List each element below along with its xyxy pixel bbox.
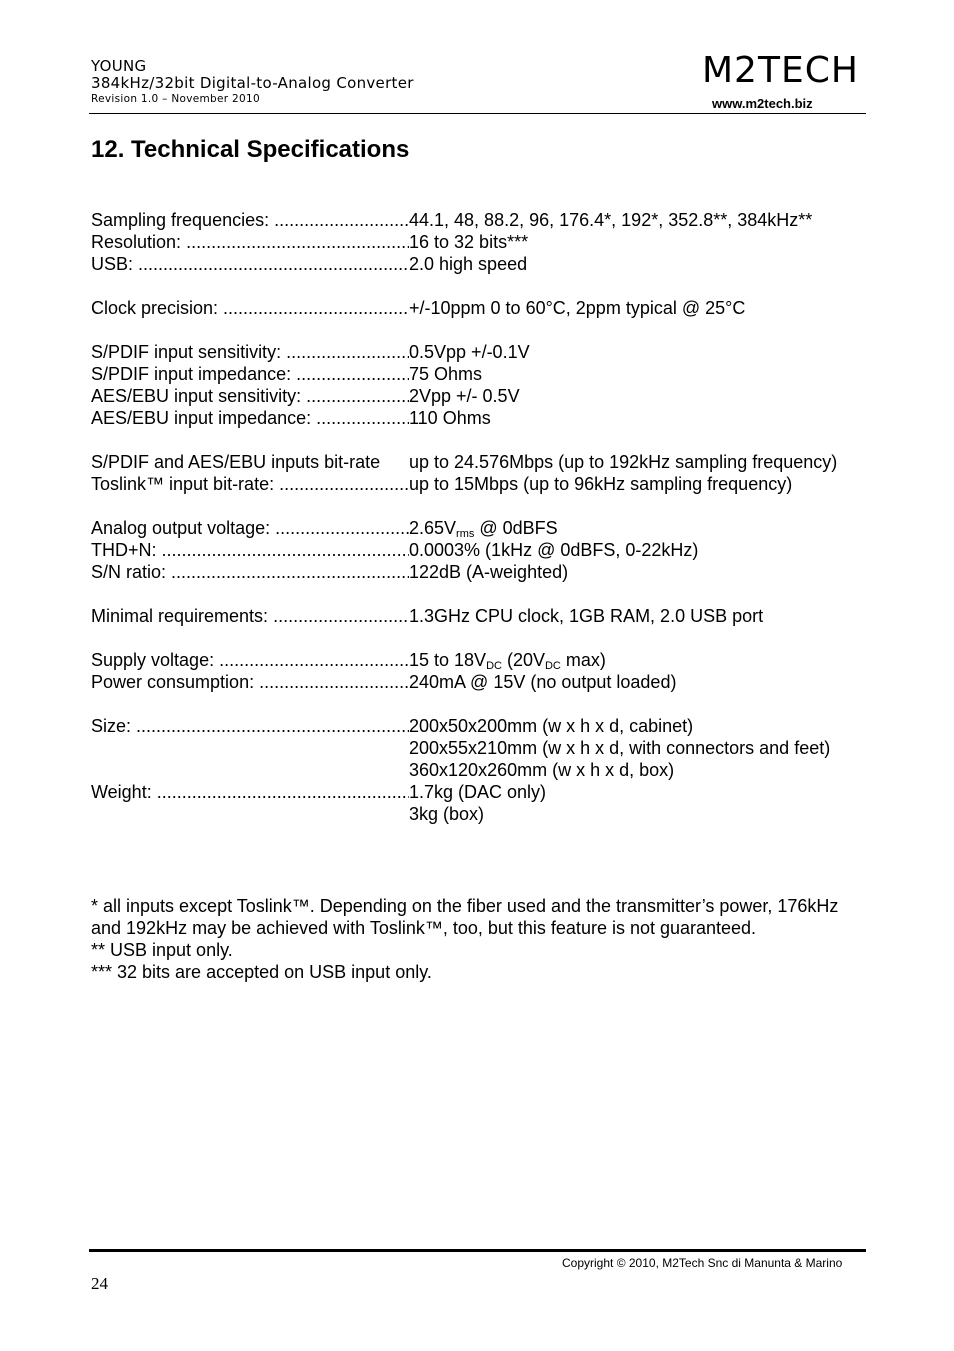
spec-row-size [91,715,866,737]
spec-row-weight-cont [91,803,866,825]
header-website: www.m2tech.biz [712,96,813,111]
value-subscript: rms [456,528,475,540]
spec-value: 360x120x260mm (w x h x d, box) [409,760,675,780]
spec-value: 75 Ohms [409,364,483,384]
footer-divider [89,1249,866,1252]
header-divider [89,113,866,114]
spec-label: AES/EBU input impedance: [91,408,312,428]
page-number: 24 [91,1274,108,1293]
spec-row-power-consumption [91,671,866,693]
spec-label: Analog output voltage: [91,518,271,538]
footnote: ** USB input only. [91,940,233,960]
spec-label: Supply voltage: [91,650,215,670]
footnote: * all inputs except Toslink™. Depending on the fiber used and the transmitter’s power, 176kHz and 192kHz may be achieved with Toslink™, too, but this feature is not guaranteed. [91,896,839,938]
footnotes [91,895,851,983]
spec-value: 200x50x200mm (w x h x d, cabinet) [409,716,694,736]
spec-group-clock [91,297,866,319]
header-product-name: YOUNG [91,57,147,75]
spec-group-power [91,649,866,693]
copyright: Copyright © 2010, M2Tech Snc di Manunta & Marino [562,1256,843,1270]
spec-value: 2Vpp +/- 0.5V [409,386,520,406]
spec-value: up to 15Mbps (up to 96kHz sampling frequency) [409,474,793,494]
spec-value: 0.0003% (1kHz @ 0dBFS, 0-22kHz) [409,540,699,560]
spec-row-thd [91,539,866,561]
spec-row-bitrate [91,451,866,473]
spec-group-inputs [91,341,866,429]
value-text: (20V [501,650,545,670]
spec-label: Size: [91,716,132,736]
spec-group-requirements [91,605,866,627]
spec-row-sampling [91,209,866,231]
spec-row-analog-output [91,517,866,539]
spec-value: 122dB (A-weighted) [409,562,569,582]
spec-row-clock [91,297,866,319]
spec-group-bitrate [91,451,866,495]
spec-row-weight [91,781,866,803]
spec-value: 16 to 32 bits*** [409,232,529,252]
spec-row-size-cont [91,759,866,781]
value-text: 15 to 18V [409,650,487,670]
spec-row-toslink [91,473,866,495]
spec-row-sn-ratio [91,561,866,583]
spec-group-digital [91,209,866,275]
spec-label: AES/EBU input sensitivity: [91,386,302,406]
m2tech-logo: M2TECH [702,50,859,91]
footnote: *** 32 bits are accepted on USB input only. [91,962,432,982]
spec-group-dimensions [91,715,866,825]
spec-value: 44.1, 48, 88.2, 96, 176.4*, 192*, 352.8**, 384kHz** [409,210,813,230]
value-text: @ 0dBFS [474,518,558,538]
spec-label: Resolution: [91,232,182,252]
spec-value: 1.3GHz CPU clock, 1GB RAM, 2.0 USB port [409,606,764,626]
value-text: 2.65V [409,518,457,538]
document-header [91,58,414,106]
header-model: 384kHz/32bit Digital-to-Analog Converter [91,74,414,92]
spec-value: +/-10ppm 0 to 60°C, 2ppm typical @ 25°C [409,298,746,318]
spec-label: Sampling frequencies: [91,210,270,230]
spec-row-supply-voltage [91,649,866,671]
spec-value [409,649,866,671]
spec-label: S/PDIF and AES/EBU inputs bit-rate [91,452,381,472]
spec-value: 0.5Vpp +/-0.1V [409,342,530,362]
spec-row-usb [91,253,866,275]
spec-label: USB: [91,254,134,274]
value-subscript: DC [544,660,561,672]
spec-value [409,517,866,539]
spec-row-aes-sensitivity [91,385,866,407]
spec-value: 200x55x210mm (w x h x d, with connectors and feet) [409,738,831,758]
spec-value: 3kg (box) [409,804,485,824]
spec-label: S/N ratio: [91,562,167,582]
spec-value: up to 24.576Mbps (up to 192kHz sampling frequency) [409,452,838,472]
spec-label: S/PDIF input impedance: [91,364,292,384]
spec-row-requirements [91,605,866,627]
spec-label: S/PDIF input sensitivity: [91,342,282,362]
spec-row-spdif-sensitivity [91,341,866,363]
spec-row-resolution [91,231,866,253]
spec-list [91,209,866,847]
page-title: 12. Technical Specifications [91,136,410,163]
spec-label: Toslink™ input bit-rate: [91,474,275,494]
header-revision: Revision 1.0 – November 2010 [91,93,260,105]
spec-label: THD+N: [91,540,157,560]
spec-row-spdif-impedance [91,363,866,385]
spec-group-analog [91,517,866,583]
value-subscript: DC [486,660,502,672]
spec-label: Power consumption: [91,672,255,692]
spec-value: 1.7kg (DAC only) [409,782,547,802]
spec-value: 2.0 high speed [409,254,528,274]
spec-row-size-cont [91,737,866,759]
spec-value: 110 Ohms [409,408,491,428]
spec-value: 240mA @ 15V (no output loaded) [409,672,677,692]
spec-label: Clock precision: [91,298,219,318]
value-text: max) [560,650,606,670]
spec-row-aes-impedance [91,407,866,429]
spec-label: Weight: [91,782,152,802]
spec-label: Minimal requirements: [91,606,269,626]
